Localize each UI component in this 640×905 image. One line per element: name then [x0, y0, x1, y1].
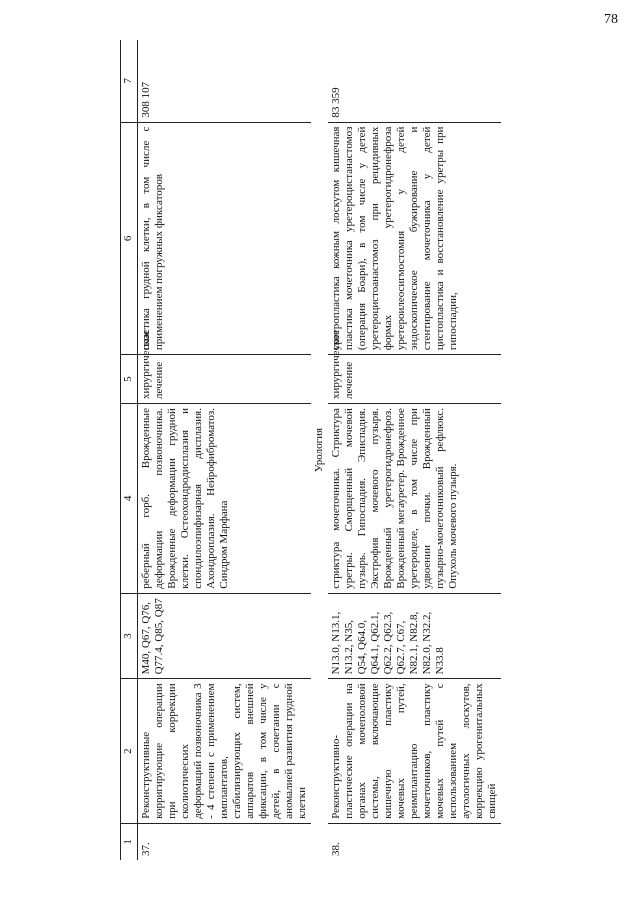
- header-cell: 1: [121, 823, 138, 860]
- table-header-row: [121, 40, 138, 860]
- treatment-method: пластика грудной клетки, в том числе с применением погружных фиксаторов: [138, 122, 312, 355]
- treatment-type: хирургическое лечение: [138, 355, 312, 404]
- page-number: 78: [604, 12, 618, 27]
- treatment-method: уретропластика кожным лоскутом кишечная пластика мочеточника уретероцистанастомоз (операция Боари), в том числе у детей уретероцистоанастомоз при рецидивных формах уретерогидронефроза уретероилеосигмостомия у детей эндоскопическое бужирование и стентирование мочеточника у детей цистопластика и восстановление уретры при гипоспадии,: [328, 122, 501, 355]
- header-cell: 4: [121, 404, 138, 594]
- row-number: 37.: [140, 842, 152, 856]
- row-number: 38.: [330, 842, 342, 856]
- header-cell: 3: [121, 593, 138, 679]
- table-row: [138, 40, 312, 860]
- header-cell: 5: [121, 355, 138, 404]
- procedures-table: [120, 40, 501, 860]
- rotated-table-frame: [120, 40, 620, 860]
- header-cell: 6: [121, 122, 138, 355]
- section-title: Урология: [313, 427, 325, 473]
- treatment-type: хирургическое лечение: [328, 355, 501, 404]
- procedure-name: Реконструктивные корригирующие операции при коррекции сколиотических деформаций позвоночника 3 - 4 степени с применением имплантатов, стабилизирующих систем, аппаратов внешней фиксации, в том числе у детей, в сочетании с аномалией развития грудной клетки: [138, 679, 312, 823]
- cost: 308 107: [138, 40, 312, 122]
- icd-codes: N13.0, N13.1, N13.2, N35, Q54, Q64.0, Q64.1, Q62.1, Q62.2, Q62.3, Q62.7, C67, N82.1, N82.8, N82.0, N32.2, N33.8: [328, 593, 501, 679]
- patient-model: стриктура мочеточника. Стриктура уретры. Сморщенный мочевой пузырь. Гипоспадия. Эписпадия. Экстрофия мочевого пузыря. Врожденный уретерогидронефроз. Врожденный мегауретер. Врожденное уретероцеле, в том числе при удвоении почки. Врожденный пузырно-мочеточниковый рефлюкс. Опухоль мочевого пузыря.: [328, 404, 501, 594]
- patient-model: реберный горб. Врожденные деформации позвоночника. Врожденные деформации грудной клетки. Остеохондродисплазия и спондилоэпифизарная дисплазия. Ахондроплазия. Нейрофиброматоз. Синдром Марфана: [138, 404, 312, 594]
- table-row: [328, 40, 501, 860]
- procedure-name: Реконструктивно-пластические операции на органах мочеполовой системы, включающие кишечную пластику мочевых путей, реимплантацию мочеточников, пластику мочевых путей с использованием аутологичных лоскутов, коррекцию урогенитальных свищей: [328, 679, 501, 823]
- section-row: [311, 40, 328, 860]
- header-cell: 7: [121, 40, 138, 122]
- header-cell: 2: [121, 679, 138, 823]
- icd-codes: M40, Q67, Q76, Q77.4, Q85, Q87: [138, 593, 312, 679]
- cost: 83 359: [328, 40, 501, 122]
